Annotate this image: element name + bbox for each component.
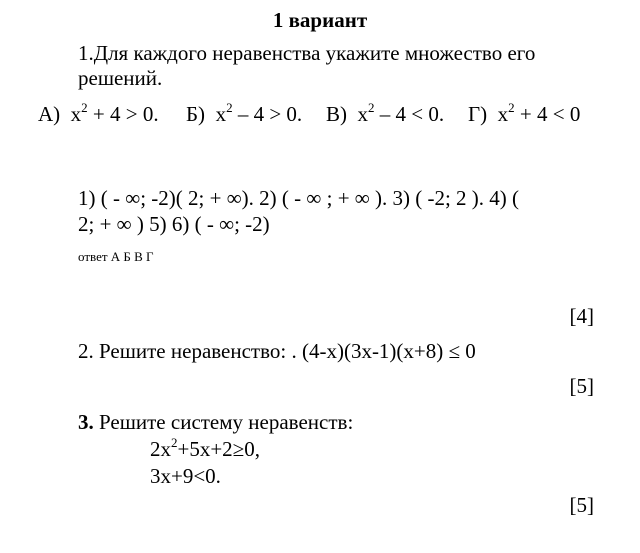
inequality-rest: + 4 > 0.	[87, 102, 159, 126]
task3-line2: 3x+9<0.	[150, 464, 221, 488]
task3-line1-rest: +5x+2≥0,	[177, 437, 260, 461]
inequality-rest: – 4 < 0.	[374, 102, 445, 126]
task1-prompt-line1: 1.Для каждого неравенства укажите множество его	[78, 41, 536, 65]
inequality-variable: x	[215, 102, 227, 126]
inequality-v	[326, 100, 445, 126]
inequality-variable: x	[497, 102, 509, 126]
inequality-exponent: 2	[508, 100, 515, 115]
inequality-b	[186, 100, 303, 126]
inequality-label: В)	[326, 102, 347, 126]
inequality-a	[38, 100, 159, 126]
task1-score: [4]	[569, 304, 594, 328]
task3-line1-exponent: 2	[171, 435, 178, 450]
task1-prompt-line2: решений.	[78, 66, 163, 90]
inequality-exponent: 2	[226, 100, 233, 115]
task3-prompt	[78, 412, 353, 433]
inequality-variable: x	[70, 102, 82, 126]
task1-options-line1: 1) ( - ∞; -2)( 2; + ∞). 2) ( - ∞ ; + ∞ ). 3) ( -2; 2 ). 4) (	[78, 186, 520, 210]
variant-title: 1 вариант	[272, 8, 368, 32]
inequality-label: А)	[38, 102, 61, 126]
task3-text: Решите систему неравенств:	[93, 410, 354, 434]
task1-answer-label: ответ А Б В Г	[78, 249, 154, 264]
task3-number: 3.	[78, 410, 94, 434]
inequality-g	[468, 100, 581, 126]
inequality-rest: + 4 < 0	[514, 102, 581, 126]
inequality-exponent: 2	[81, 100, 88, 115]
task2-text: 2. Решите неравенство: . (4-x)(3x-1)(x+8) ≤ 0	[78, 339, 476, 363]
inequality-label: Б)	[186, 102, 206, 126]
inequality-variable: x	[357, 102, 368, 126]
task3-line1-variable: 2x	[150, 437, 171, 461]
task1-options-line2: 2; + ∞ ) 5) 6) ( - ∞; -2)	[78, 212, 270, 236]
task3-score: [5]	[569, 493, 594, 517]
inequality-label: Г)	[468, 102, 488, 126]
inequality-rest: – 4 > 0.	[232, 102, 303, 126]
task3-line1	[150, 435, 260, 461]
task2-score: [5]	[569, 374, 594, 398]
inequality-exponent: 2	[368, 100, 375, 115]
